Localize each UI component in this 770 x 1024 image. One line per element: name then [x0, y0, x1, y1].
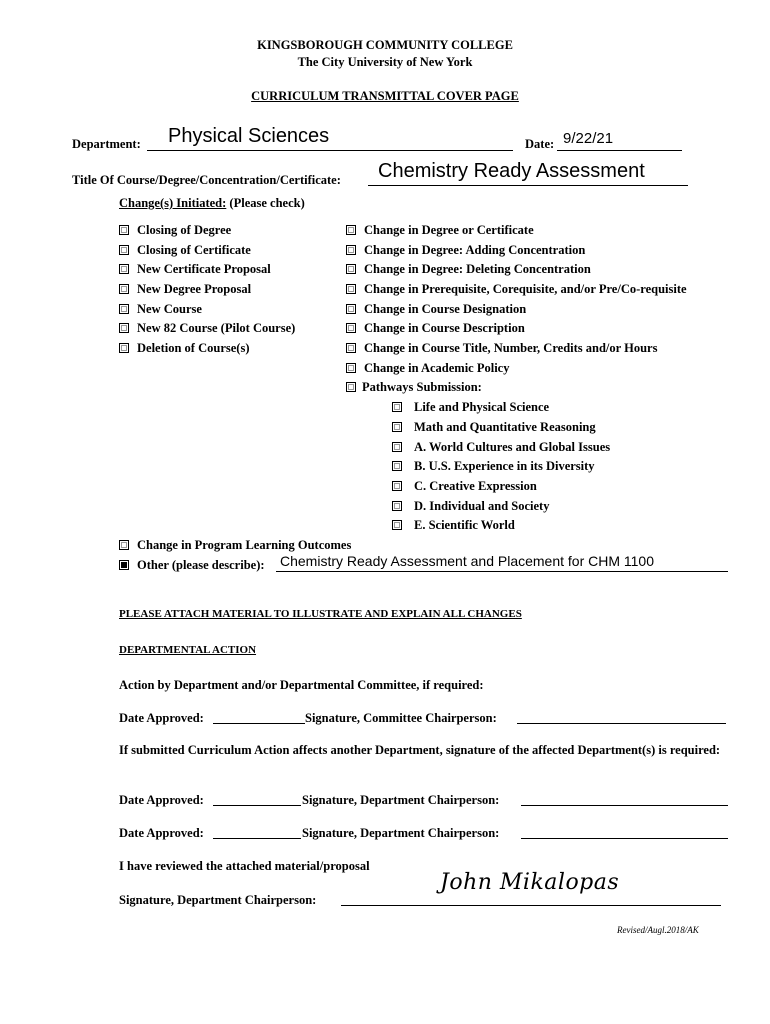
checkbox[interactable] [119, 245, 129, 255]
date-approved-label-3: Date Approved: [119, 826, 204, 840]
other-description-field[interactable]: Chemistry Ready Assessment and Placement for CHM 1100 [280, 553, 655, 569]
checkbox[interactable] [392, 501, 402, 511]
date-approved-label-1: Date Approved: [119, 711, 204, 725]
date-approved-field-3[interactable] [213, 838, 301, 839]
college-name: KINGSBOROUGH COMMUNITY COLLEGE [257, 38, 513, 52]
checkbox[interactable] [392, 520, 402, 530]
checkbox[interactable] [119, 343, 129, 353]
sig-committee-label: Signature, Committee Chairperson: [305, 711, 497, 725]
sig-dept-final-field[interactable] [341, 905, 721, 906]
sig-dept-field-1[interactable] [521, 805, 728, 806]
checkbox[interactable] [346, 284, 356, 294]
checkbox[interactable] [119, 225, 129, 235]
handwritten-signature: John Mikalopas [440, 870, 620, 895]
sig-dept-label-1: Signature, Department Chairperson: [302, 793, 500, 807]
title-label: Title Of Course/Degree/Concentration/Certificate: [72, 173, 341, 187]
date-approved-field-1[interactable] [213, 723, 305, 724]
title-line [368, 185, 688, 186]
departmental-action-heading: DEPARTMENTAL ACTION [119, 644, 257, 656]
date-field[interactable]: 9/22/21 [563, 130, 614, 147]
date-label: Date: [525, 137, 555, 151]
checkbox[interactable] [392, 402, 402, 412]
checkbox[interactable] [346, 343, 356, 353]
checkbox[interactable] [119, 540, 129, 550]
reviewed-text: I have reviewed the attached material/proposal [119, 859, 370, 873]
checkbox[interactable] [119, 284, 129, 294]
department-field[interactable]: Physical Sciences [168, 125, 330, 147]
changes-heading: Change(s) Initiated: (Please check) [119, 196, 305, 210]
revised-note: Revised/Augl.2018/AK [617, 925, 699, 935]
date-line [557, 150, 682, 151]
checkbox[interactable] [119, 323, 129, 333]
checkbox[interactable] [346, 323, 356, 333]
checkbox[interactable] [346, 304, 356, 314]
checkbox[interactable] [346, 245, 356, 255]
checkbox[interactable] [346, 225, 356, 235]
university-name: The City University of New York [297, 55, 473, 69]
sig-dept-field-2[interactable] [521, 838, 728, 839]
page-title: CURRICULUM TRANSMITTAL COVER PAGE [251, 89, 519, 103]
department-line [147, 150, 513, 151]
checkbox[interactable] [392, 481, 402, 491]
date-approved-field-2[interactable] [213, 805, 301, 806]
department-label: Department: [72, 137, 141, 151]
sig-dept-final-label: Signature, Department Chairperson: [119, 893, 317, 907]
sig-dept-label-2: Signature, Department Chairperson: [302, 826, 500, 840]
checkbox[interactable] [392, 422, 402, 432]
sig-committee-field[interactable] [517, 723, 726, 724]
title-field[interactable]: Chemistry Ready Assessment [378, 160, 645, 182]
action-by-text: Action by Department and/or Departmental Committee, if required: [119, 678, 484, 692]
checkbox[interactable] [392, 442, 402, 452]
attach-instruction: PLEASE ATTACH MATERIAL TO ILLUSTRATE AND EXPLAIN ALL CHANGES [119, 608, 522, 620]
checkbox[interactable] [119, 264, 129, 274]
checkbox[interactable] [346, 264, 356, 274]
checkbox-checked[interactable] [119, 560, 129, 570]
checkbox[interactable] [346, 382, 356, 392]
date-approved-label-2: Date Approved: [119, 793, 204, 807]
affects-other-text: If submitted Curriculum Action affects another Department, signature of the affected Department(s) is required: [119, 743, 721, 757]
checkbox[interactable] [392, 461, 402, 471]
other-line [276, 571, 728, 572]
checkbox[interactable] [346, 363, 356, 373]
checkbox[interactable] [119, 304, 129, 314]
